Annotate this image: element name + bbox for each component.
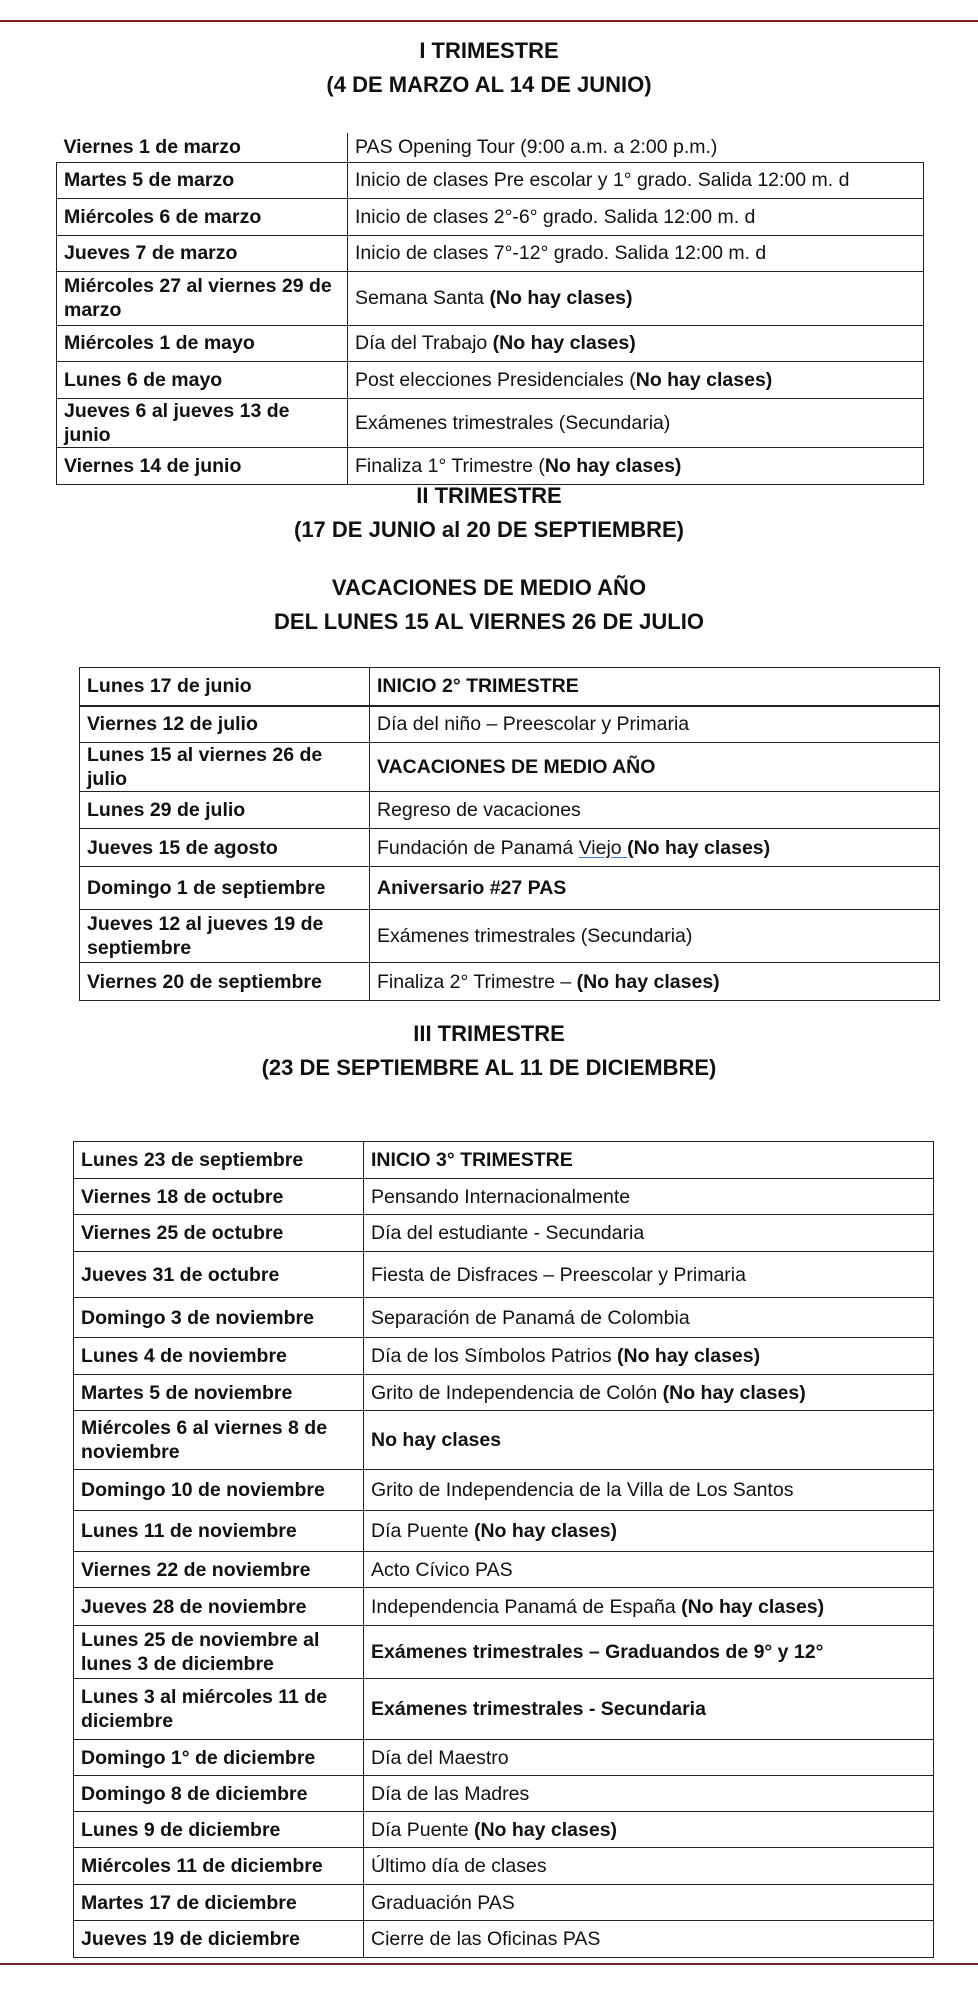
event-date: Miércoles 6 al viernes 8 de noviembre <box>74 1411 364 1470</box>
event-date: Domingo 3 de noviembre <box>74 1298 364 1338</box>
event-text: Regreso de vacaciones <box>377 799 581 821</box>
term3-title: III TRIMESTRE <box>413 1021 565 1046</box>
vacation-title: VACACIONES DE MEDIO AÑO <box>331 575 647 600</box>
event-text: (No hay clases) <box>489 287 633 309</box>
event-description <box>364 1588 934 1626</box>
event-text: Exámenes trimestrales (Secundaria) <box>355 411 671 434</box>
event-description <box>370 743 940 792</box>
event-text: Exámenes trimestrales – Graduandos de 9° y 12° <box>371 1641 824 1663</box>
term1-title: I TRIMESTRE <box>419 38 559 63</box>
event-description <box>370 867 940 910</box>
event-date: Viernes 14 de junio <box>57 447 348 484</box>
event-description <box>364 1470 934 1511</box>
table-row <box>74 1375 934 1411</box>
table-row <box>74 1470 934 1511</box>
event-description <box>364 1776 934 1812</box>
table-row <box>80 867 940 910</box>
event-text: Viejo <box>578 836 628 859</box>
event-date: Lunes 4 de noviembre <box>74 1338 364 1375</box>
event-description <box>364 1179 934 1215</box>
table-row <box>57 325 924 361</box>
event-date: Jueves 12 al jueves 19 de septiembre <box>80 910 370 963</box>
table-row <box>57 162 924 198</box>
event-text: INICIO 2° TRIMESTRE <box>377 675 579 698</box>
event-description <box>364 1812 934 1848</box>
event-description <box>348 325 924 361</box>
event-description <box>364 1552 934 1588</box>
event-date: Domingo 10 de noviembre <box>74 1470 364 1511</box>
table-row <box>74 1338 934 1375</box>
table-row <box>74 1215 934 1252</box>
event-description <box>348 398 924 447</box>
event-description <box>348 235 924 271</box>
event-description <box>364 1740 934 1776</box>
event-text: Inicio de clases 2°-6° grado. Salida 12:00 m. d <box>355 205 756 228</box>
event-description <box>370 910 940 963</box>
event-description <box>364 1298 934 1338</box>
event-date: Miércoles 6 de marzo <box>57 198 348 235</box>
term1-table <box>56 133 924 485</box>
event-text: No hay clases <box>371 1429 502 1451</box>
table-row <box>74 1411 934 1470</box>
event-date: Miércoles 1 de mayo <box>57 325 348 361</box>
event-text: Día Puente <box>371 1818 474 1841</box>
event-date: Viernes 12 de julio <box>80 706 370 743</box>
table-row <box>80 743 940 792</box>
table-row <box>80 829 940 867</box>
event-date: Martes 17 de diciembre <box>74 1885 364 1921</box>
term3-table <box>73 1141 934 1958</box>
event-description <box>348 361 924 398</box>
term1-heading <box>0 34 978 102</box>
table-row <box>74 1740 934 1776</box>
table-row <box>74 1812 934 1848</box>
event-text: Día del Maestro <box>371 1746 509 1769</box>
event-description <box>370 792 940 829</box>
event-description <box>364 1338 934 1375</box>
table-row <box>57 133 924 162</box>
event-description <box>348 271 924 325</box>
event-description <box>348 198 924 235</box>
event-date: Lunes 29 de julio <box>80 792 370 829</box>
event-text: Separación de Panamá de Colombia <box>371 1306 690 1329</box>
table-row <box>74 1848 934 1885</box>
table-row <box>80 792 940 829</box>
event-date: Martes 5 de noviembre <box>74 1375 364 1411</box>
event-text: Finaliza 1° Trimestre ( <box>355 454 545 477</box>
event-description <box>364 1626 934 1679</box>
event-text: Día de las Madres <box>371 1782 530 1805</box>
event-text: No hay clases) <box>635 368 773 391</box>
event-date: Jueves 7 de marzo <box>57 235 348 271</box>
table-row <box>80 963 940 1001</box>
event-text: Finaliza 2° Trimestre – <box>377 970 577 993</box>
event-description <box>370 706 940 743</box>
event-date: Lunes 11 de noviembre <box>74 1511 364 1552</box>
table-row <box>74 1252 934 1298</box>
table-row <box>74 1511 934 1552</box>
table-row <box>74 1142 934 1179</box>
event-text: INICIO 3° TRIMESTRE <box>371 1149 573 1171</box>
event-text: (No hay clases) <box>492 332 636 354</box>
event-text: PAS Opening Tour (9:00 a.m. a 2:00 p.m.) <box>355 136 718 159</box>
table-row <box>74 1626 934 1679</box>
event-description <box>364 1252 934 1298</box>
event-description <box>348 133 924 162</box>
event-date: Jueves 31 de octubre <box>74 1252 364 1298</box>
table-row <box>57 398 924 447</box>
table-row <box>74 1885 934 1921</box>
event-date: Lunes 6 de mayo <box>57 361 348 398</box>
event-text: Inicio de clases Pre escolar y 1° grado. Salida 12:00 m. d <box>355 169 850 191</box>
event-description <box>370 963 940 1001</box>
table-row <box>80 706 940 743</box>
event-text: (No hay clases) <box>617 1345 761 1367</box>
event-text: VACACIONES DE MEDIO AÑO <box>377 756 656 778</box>
event-date: Domingo 1 de septiembre <box>80 867 370 910</box>
table-row <box>74 1588 934 1626</box>
event-date: Viernes 20 de septiembre <box>80 963 370 1001</box>
event-date: Miércoles 11 de diciembre <box>74 1848 364 1885</box>
term2-title: II TRIMESTRE <box>416 483 562 508</box>
event-date: Viernes 25 de octubre <box>74 1215 364 1252</box>
event-date: Jueves 6 al jueves 13 de junio <box>57 398 348 447</box>
table-row <box>80 668 940 706</box>
table-row <box>57 198 924 235</box>
event-text: Último día de clases <box>371 1855 547 1877</box>
table-row <box>57 235 924 271</box>
bottom-rule <box>0 1963 978 1965</box>
event-text: (No hay clases) <box>662 1381 806 1404</box>
event-date: Lunes 9 de diciembre <box>74 1812 364 1848</box>
event-description <box>370 829 940 867</box>
event-text: Día del estudiante - Secundaria <box>371 1222 645 1244</box>
event-description <box>364 1848 934 1885</box>
event-text: Graduación PAS <box>371 1891 515 1914</box>
event-date: Lunes 25 de noviembre al lunes 3 de diciembre <box>74 1626 364 1679</box>
event-text: Grito de Independencia de Colón <box>371 1381 663 1404</box>
term3-heading <box>0 1017 978 1085</box>
table-row <box>57 271 924 325</box>
event-text: Día del Trabajo <box>355 332 493 354</box>
event-text: Aniversario #27 PAS <box>377 877 567 899</box>
term1-subtitle: (4 DE MARZO AL 14 DE JUNIO) <box>326 72 652 97</box>
event-date: Jueves 28 de noviembre <box>74 1588 364 1626</box>
table-row <box>80 910 940 963</box>
event-text: Exámenes trimestrales (Secundaria) <box>377 925 693 947</box>
event-text: Fiesta de Disfraces – Preescolar y Primaria <box>371 1263 746 1286</box>
event-text: Fundación de Panamá <box>377 836 579 859</box>
event-date: Viernes 22 de noviembre <box>74 1552 364 1588</box>
table-row <box>74 1552 934 1588</box>
event-date: Lunes 15 al viernes 26 de julio <box>80 743 370 792</box>
event-date: Jueves 19 de diciembre <box>74 1921 364 1958</box>
vacation-heading <box>0 571 978 639</box>
event-date: Martes 5 de marzo <box>57 162 348 198</box>
term2-table <box>79 667 940 1001</box>
event-text: (No hay clases) <box>627 836 771 859</box>
event-date: Domingo 1° de diciembre <box>74 1740 364 1776</box>
event-text: Día del niño – Preescolar y Primaria <box>377 713 690 736</box>
event-text: Cierre de las Oficinas PAS <box>371 1928 601 1950</box>
top-rule <box>0 20 978 22</box>
event-date: Lunes 17 de junio <box>80 668 370 706</box>
event-description <box>364 1679 934 1740</box>
term2-heading <box>0 479 978 547</box>
event-description <box>364 1411 934 1470</box>
event-text: No hay clases) <box>544 454 682 477</box>
event-text: Exámenes trimestrales - Secundaria <box>371 1698 706 1720</box>
event-description <box>370 668 940 706</box>
event-description <box>364 1215 934 1252</box>
event-text: Día Puente <box>371 1520 474 1542</box>
event-date: Jueves 15 de agosto <box>80 829 370 867</box>
term3-subtitle: (23 DE SEPTIEMBRE AL 11 DE DICIEMBRE) <box>261 1055 717 1080</box>
event-text: Grito de Independencia de la Villa de Los Santos <box>371 1479 794 1501</box>
event-description <box>364 1142 934 1179</box>
event-date: Lunes 23 de septiembre <box>74 1142 364 1179</box>
event-text: Semana Santa <box>355 287 490 309</box>
event-description <box>364 1375 934 1411</box>
term2-subtitle: (17 DE JUNIO al 20 DE SEPTIEMBRE) <box>294 517 684 542</box>
event-text: Independencia Panamá de España <box>371 1595 682 1618</box>
event-text: Pensando Internacionalmente <box>371 1185 631 1208</box>
event-text: Post elecciones Presidenciales ( <box>355 368 636 391</box>
event-text: (No hay clases) <box>473 1520 618 1542</box>
event-date: Domingo 8 de diciembre <box>74 1776 364 1812</box>
event-description <box>364 1885 934 1921</box>
event-date: Lunes 3 al miércoles 11 de diciembre <box>74 1679 364 1740</box>
vacation-subtitle: DEL LUNES 15 AL VIERNES 26 DE JULIO <box>274 609 704 634</box>
table-row <box>57 361 924 398</box>
event-description <box>348 162 924 198</box>
event-text: (No hay clases) <box>576 970 720 993</box>
event-description <box>364 1921 934 1958</box>
event-text: Acto Cívico PAS <box>371 1558 513 1581</box>
table-row <box>74 1679 934 1740</box>
event-description <box>364 1511 934 1552</box>
table-row <box>74 1776 934 1812</box>
table-row <box>74 1298 934 1338</box>
event-text: Día de los Símbolos Patrios <box>371 1345 618 1367</box>
event-date: Viernes 1 de marzo <box>57 133 348 162</box>
event-date: Viernes 18 de octubre <box>74 1179 364 1215</box>
event-text: (No hay clases) <box>473 1818 618 1841</box>
event-date: Miércoles 27 al viernes 29 de marzo <box>57 271 348 325</box>
table-row <box>74 1179 934 1215</box>
table-row <box>74 1921 934 1958</box>
event-text: (No hay clases) <box>681 1595 825 1618</box>
event-text: Inicio de clases 7°-12° grado. Salida 12:00 m. d <box>355 242 767 264</box>
